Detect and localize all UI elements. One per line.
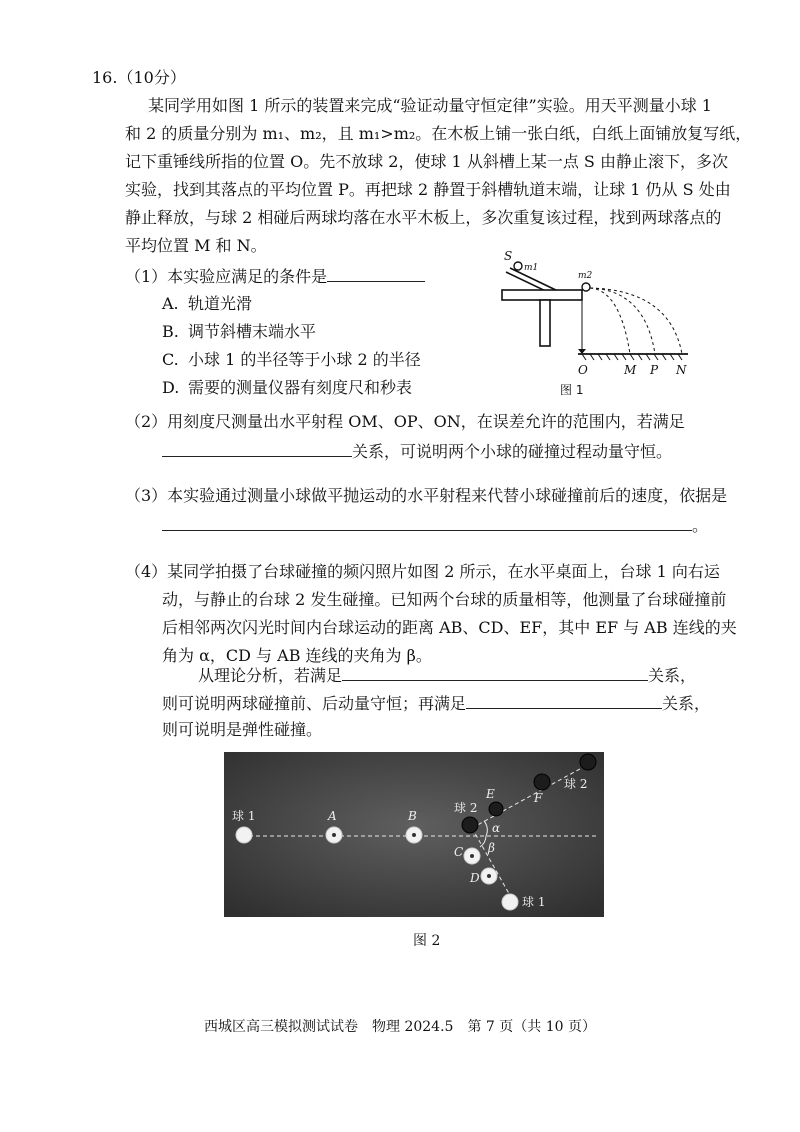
page-footer: 西城区高三模拟测试试卷 物理 2024.5 第 7 页（共 10 页） (204, 1019, 596, 1035)
trajectory-m (590, 288, 630, 354)
part4-line-5: 从理论分析，若满足 关系， (198, 666, 697, 685)
label-e: E (486, 787, 495, 801)
figure-2-photo (224, 752, 604, 917)
option-c: C. 小球 1 的半径等于小球 2 的半径 (162, 350, 421, 369)
option-b: B. 调节斜槽末端水平 (162, 322, 317, 341)
label-b: B (408, 809, 417, 823)
intro-line-5: 静止释放，与球 2 相碰后两球均落在水平木板上，多次重复该过程，找到两球落点的 (125, 208, 722, 227)
part2-line-1: （2）用刻度尺测量出水平射程 OM、OP、ON，在误差允许的范围内，若满足 (125, 412, 685, 431)
ball2-start (462, 817, 478, 833)
label-n: N (676, 363, 687, 377)
ball1-b-dot (412, 833, 416, 837)
ball2-f (534, 774, 550, 790)
ball1-end (502, 894, 518, 910)
label-p: P (650, 363, 659, 377)
option-a: A. 轨道光滑 (162, 294, 253, 313)
answer-blank-2[interactable] (162, 440, 352, 457)
table-top (502, 290, 582, 300)
intro-line-4: 实验，找到其落点的平均位置 P。再把球 2 静置于斜槽轨道末端，让球 1 仍从 S 处由 (125, 180, 731, 199)
part4-line-4: 角为 α，CD 与 AB 连线的夹角为 β。 (162, 646, 432, 665)
question-header (92, 68, 186, 88)
part3-line-1: （3）本实验通过测量小球做平抛运动的水平射程来代替小球碰撞前后的速度，依据是 (125, 486, 728, 505)
part4-line-7: 则可说明是弹性碰撞。 (162, 720, 323, 739)
label-c: C (454, 845, 464, 859)
table-leg (540, 300, 550, 346)
ball2-e (489, 802, 503, 816)
ball1-c-dot (470, 854, 474, 858)
label-f: F (534, 791, 543, 805)
trajectory-n (590, 288, 682, 354)
label-o: O (578, 363, 588, 377)
ball1-d-dot (487, 874, 491, 878)
label-ball1-bottom: 球 1 (522, 895, 546, 909)
figure-2-caption: 图 2 (413, 933, 441, 949)
figure-1-caption: 图 1 (560, 383, 584, 397)
ball2-end (580, 754, 596, 770)
label-m1: m1 (524, 263, 539, 273)
ball-m2 (582, 283, 590, 291)
ball1-start (236, 827, 252, 843)
answer-blank-4[interactable] (342, 664, 648, 681)
part4-line-2: 动，与静止的台球 2 发生碰撞。已知两个台球的质量相等，他测量了台球碰撞前 (162, 590, 727, 609)
answer-blank-3[interactable] (162, 514, 692, 531)
part4-line-3: 后相邻两次闪光时间内台球运动的距离 AB、CD、EF，其中 EF 与 AB 连线的夹 (162, 618, 737, 637)
intro-line-6: 平均位置 M 和 N。 (125, 236, 267, 255)
label-d: D (470, 871, 480, 885)
intro-line-3: 记下重锤线所指的位置 O。先不放球 2，使球 1 从斜槽上某一点 S 由静止滚下，多次 (125, 152, 728, 171)
label-ball1-left: 球 1 (232, 809, 256, 823)
label-beta: β (488, 841, 495, 855)
part3-line-2: 。 (162, 514, 708, 536)
ball1-a-dot (332, 833, 336, 837)
part2-line-2: 关系，可说明两个小球的碰撞过程动量守恒。 (162, 440, 672, 462)
label-m: M (624, 363, 637, 377)
ramp-track (510, 268, 582, 292)
option-d: D. 需要的测量仪器有刻度尺和秒表 (162, 378, 413, 397)
label-ball2-right: 球 2 (564, 777, 588, 791)
question-number: 16. (92, 68, 118, 87)
part4-line-1: （4）某同学拍摄了台球碰撞的频闪照片如图 2 所示，在水平桌面上，台球 1 向右运 (125, 562, 720, 581)
intro-line-1: 某同学用如图 1 所示的装置来完成“验证动量守恒定律”实验。用天平测量小球 1 (148, 96, 712, 115)
ball-m1 (514, 262, 522, 270)
figure-1-apparatus (490, 250, 700, 400)
part4-line-6: 则可说明两球碰撞前、后动量守恒；再满足 关系， (162, 694, 711, 713)
label-ball2-mid: 球 2 (454, 801, 478, 815)
label-s: S (504, 250, 513, 263)
label-m2: m2 (578, 271, 593, 281)
question-points: （10分） (117, 68, 186, 87)
intro-line-2: 和 2 的质量分别为 m₁、m₂，且 m₁>m₂。在木板上铺一张白纸，白纸上面铺放复写纸， (125, 124, 752, 143)
label-a: A (328, 809, 337, 823)
label-alpha: α (492, 821, 501, 835)
part1-stem: （1）本实验应满足的条件是 (125, 265, 425, 287)
answer-blank-1[interactable] (327, 265, 425, 282)
answer-blank-5[interactable] (466, 692, 662, 709)
